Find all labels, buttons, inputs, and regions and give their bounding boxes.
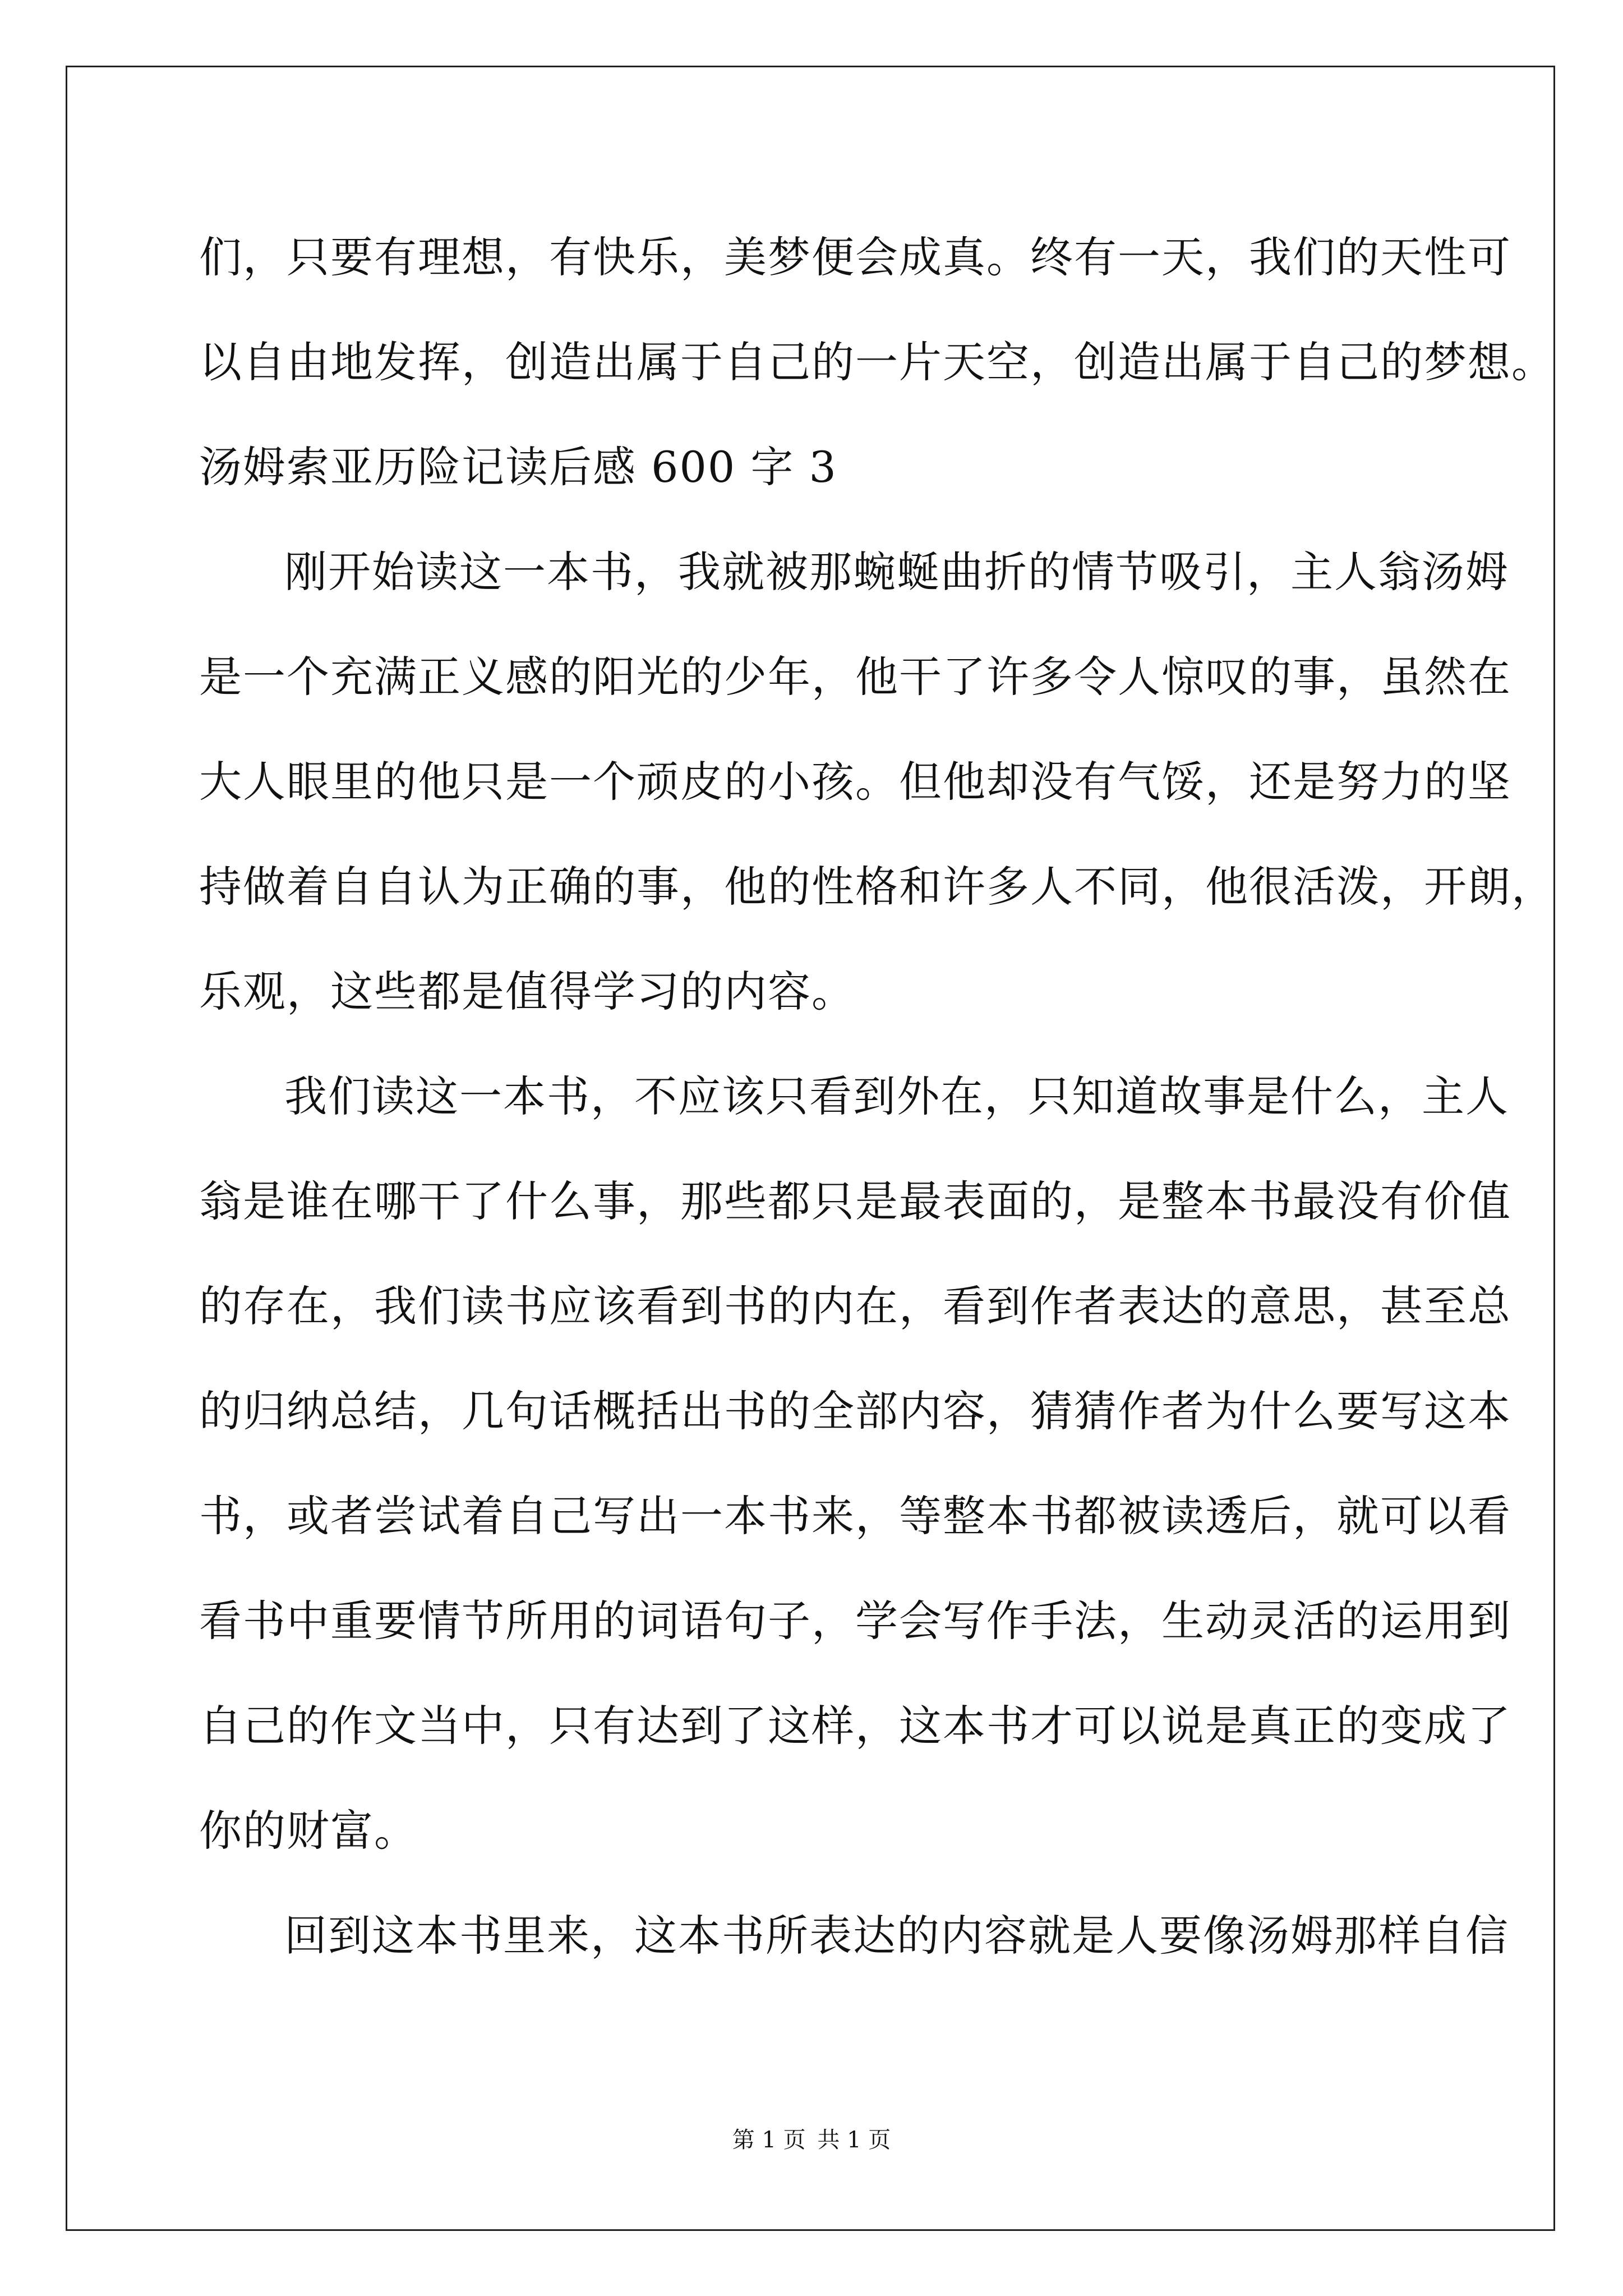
text-line: 的归纳总结，几句话概括出书的全部内容，猜猜作者为什么要写这本 [199, 1386, 1511, 1436]
page-total: 共 1 页 [817, 2127, 891, 2153]
text-line: 翁是谁在哪干了什么事，那些都只是最表面的，是整本书最没有价值 [199, 1176, 1511, 1226]
text-line: 回到这本书里来，这本书所表达的内容就是人要像汤姆那样自信 [284, 1911, 1509, 1961]
text-line: 书，或者尝试着自己写出一本书来，等整本书都被读透后，就可以看 [199, 1491, 1511, 1541]
page-footer [0, 2123, 1623, 2157]
text-line: 们，只要有理想，有快乐，美梦便会成真。终有一天，我们的天性可 [199, 232, 1511, 282]
text-line: 是一个充满正义感的阳光的少年，他干了许多令人惊叹的事，虽然在 [199, 652, 1511, 702]
document-body [199, 205, 1555, 1988]
text-line: 的存在，我们读书应该看到书的内在，看到作者表达的意思，甚至总 [199, 1281, 1511, 1331]
text-line: 你的财富。 [199, 1806, 418, 1856]
text-line: 我们读这一本书，不应该只看到外在，只知道故事是什么，主人 [284, 1071, 1509, 1121]
text-line: 看书中重要情节所用的词语句子，学会写作手法，生动灵活的运用到 [199, 1596, 1511, 1646]
text-line: 汤姆索亚历险记读后感 600 字 3 [199, 442, 837, 492]
page-number: 第 1 页 [732, 2127, 806, 2153]
text-line: 自己的作文当中，只有达到了这样，这本书才可以说是真正的变成了 [199, 1701, 1511, 1751]
text-line: 乐观，这些都是值得学习的内容。 [199, 967, 855, 1016]
text-line: 大人眼里的他只是一个顽皮的小孩。但他却没有气馁，还是努力的坚 [199, 757, 1511, 807]
text-line: 以自由地发挥，创造出属于自己的一片天空，创造出属于自己的梦想。 [199, 337, 1555, 387]
text-line: 刚开始读这一本书，我就被那蜿蜒曲折的情节吸引，主人翁汤姆 [284, 547, 1509, 597]
text-line: 持做着自自认为正确的事，他的性格和许多人不同，他很活泼，开朗， [199, 862, 1555, 912]
